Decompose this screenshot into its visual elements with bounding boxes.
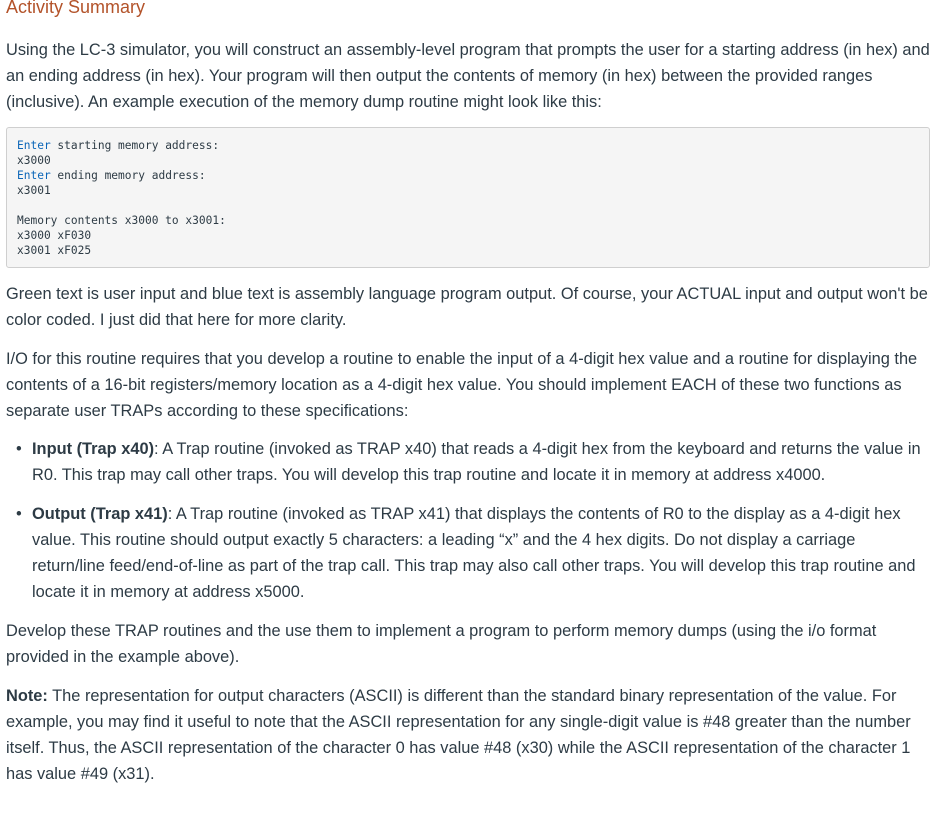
code-text: ending memory address: xyxy=(50,169,206,182)
section-title: Activity Summary xyxy=(6,0,146,17)
code-keyword: Enter xyxy=(17,139,51,152)
intro-paragraph: Using the LC-3 simulator, you will construct an assembly-level program that prompts the user for a starting address (in hex) and an ending address (in hex). Your program will then output the contents of memory (in hex) between the provided ranges (inclusive). An example execution of the memory dump routine might look like this: xyxy=(6,41,930,111)
code-text: Memory contents x3000 to x3001: xyxy=(17,214,226,227)
code-line xyxy=(17,138,919,153)
code-text: starting memory address: xyxy=(50,139,220,152)
trap-spec-list xyxy=(6,436,930,605)
note-text: The representation for output characters (ASCII) is different than the standard binary representation of the value. For example, you may find it useful to note that the ASCII representation for any single-digit value is #48 greater than the number itself. Thus, the ASCII representation of the character 0 has value #48 (x30) while the ASCII representation of the character 1 has value #49 (x31). xyxy=(6,687,911,783)
code-example-block xyxy=(6,127,930,268)
bullet-icon: • xyxy=(16,505,22,523)
code-line xyxy=(17,168,919,183)
code-line xyxy=(17,213,919,228)
code-text: x3000 xyxy=(17,154,51,167)
note-label: Note: xyxy=(6,687,48,705)
code-keyword: Enter xyxy=(17,169,51,182)
develop-paragraph: Develop these TRAP routines and the use them to implement a program to perform memory dumps (using the i/o format provided in the example above). xyxy=(6,622,877,666)
code-line xyxy=(17,198,919,213)
trap-label: Input (Trap x40) xyxy=(32,440,155,458)
note-paragraph xyxy=(6,683,930,787)
code-line xyxy=(17,183,919,198)
trap-description: : A Trap routine (invoked as TRAP x41) that displays the contents of R0 to the display as a 4-digit hex value. This routine should output exactly 5 characters: a leading “x” and the 4 hex digits. Do not display a carriage return/line feed/end-of-line as part of the trap call. This trap may also call other traps. You will develop this trap routine and locate it in memory at address x5000. xyxy=(32,505,916,601)
bullet-icon: • xyxy=(16,440,22,458)
color-note-paragraph: Green text is user input and blue text is assembly language program output. Of course, your ACTUAL input and output won't be color coded. I just did that here for more clarity. xyxy=(6,285,928,329)
list-item-input-trap xyxy=(16,436,930,488)
code-line xyxy=(17,228,919,243)
code-text: x3001 xyxy=(17,184,51,197)
io-paragraph: I/O for this routine requires that you develop a routine to enable the input of a 4-digit hex value and a routine for displaying the contents of a 16-bit registers/memory location as a 4-digit hex value. You should implement EACH of these two functions as separate user TRAPs according to these specifications: xyxy=(6,350,918,420)
trap-label: Output (Trap x41) xyxy=(32,505,168,523)
code-line xyxy=(17,153,919,168)
code-line xyxy=(17,243,919,258)
code-text: x3000 xF030 xyxy=(17,229,92,242)
list-item-output-trap xyxy=(16,501,930,605)
trap-description: : A Trap routine (invoked as TRAP x40) that reads a 4-digit hex from the keyboard and returns the value in R0. This trap may call other traps. You will develop this trap routine and locate it in memory at address x4000. xyxy=(32,440,921,484)
code-text: x3001 xF025 xyxy=(17,244,92,257)
